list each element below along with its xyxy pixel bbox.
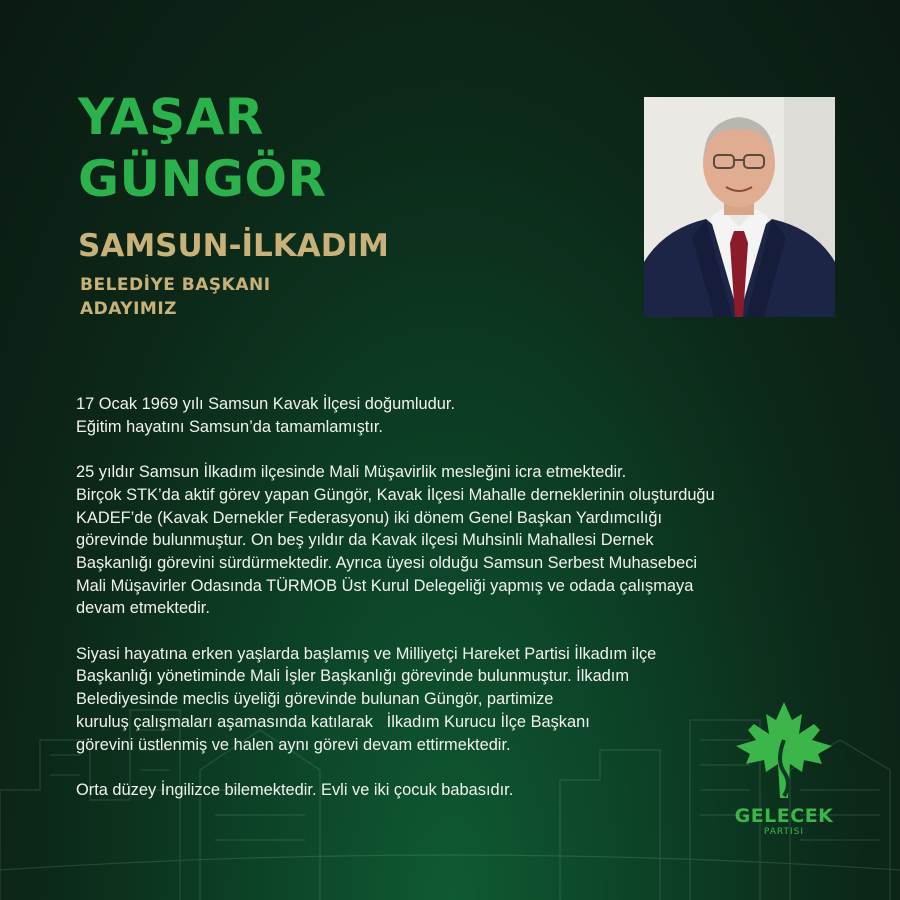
bio-line: Başkanlığı yönetiminde Mali İşler Başkanlığı görevinde bulunmuştur. İlkadım (76, 667, 630, 686)
party-logo (728, 700, 840, 838)
bio-line: 17 Ocak 1969 yılı Samsun Kavak İlçesi doğumludur. (76, 395, 456, 413)
bio-line: görevinde bulunmuştur. On beş yıldır da Kavak ilçesi Muhsinli Mahallesi Dernek (76, 531, 654, 550)
bio-line: Belediyesinde meclis üyeliği görevinde bulunan Güngör, partimize (76, 690, 554, 709)
party-name-sub: PARTISI (763, 827, 805, 837)
biography-text (76, 393, 776, 824)
party-name: GELECEK (734, 805, 834, 827)
maple-leaf-icon (732, 700, 836, 800)
role-line-2: ADAYIMIZ (80, 299, 178, 319)
bio-line: Eğitim hayatını Samsun’da tamamlamıştır. (76, 417, 383, 436)
bio-line: Orta düzey İngilizce bilemektedir. Evli ve iki çocuk babasıdır. (76, 780, 514, 799)
bio-paragraph-personal (76, 779, 776, 802)
bio-paragraph-career (76, 461, 776, 620)
bio-line: 25 yıldır Samsun İlkadım ilçesinde Mali Müşavirlik mesleğini icra etmektedir. (76, 463, 627, 482)
candidate-first-name: YAŞAR (78, 88, 264, 146)
bio-paragraph-politics (76, 643, 776, 757)
bio-paragraph-birth (76, 393, 776, 438)
bio-line: Siyasi hayatına erken yaşlarda başlamış ve Milliyetçi Hareket Partisi İlkadım ilçe (76, 644, 657, 663)
candidate-name (78, 86, 327, 210)
bio-line: devam etmektedir. (76, 599, 210, 618)
bio-line: kuruluş çalışmaları aşamasında katılarak İlkadım Kurucu İlçe Başkanı (76, 712, 590, 731)
candidate-photo (644, 97, 835, 317)
role-line-1: BELEDİYE BAŞKANI (80, 275, 271, 295)
district-title: SAMSUN-İLKADIM (78, 228, 389, 264)
role-subtitle (80, 273, 271, 321)
bio-line: görevini üstlenmiş ve halen aynı görevi devam ettirmektedir. (76, 735, 511, 754)
bio-line: Birçok STK’da aktif görev yapan Güngör, Kavak İlçesi Mahalle derneklerinin oluşturduğu (76, 485, 715, 504)
bio-line: Mali Müşavirler Odasında TÜRMOB Üst Kurul Delegeliği yapmış ve odada çalışmaya (76, 576, 694, 595)
bio-line: Başkanlığı görevini sürdürmektedir. Ayrıca üyesi olduğu Samsun Serbest Muhasebeci (76, 553, 698, 572)
candidate-last-name: GÜNGÖR (78, 150, 327, 208)
bio-line: KADEF’de (Kavak Dernekler Federasyonu) iki dönem Genel Başkan Yardımcılığı (76, 508, 663, 527)
